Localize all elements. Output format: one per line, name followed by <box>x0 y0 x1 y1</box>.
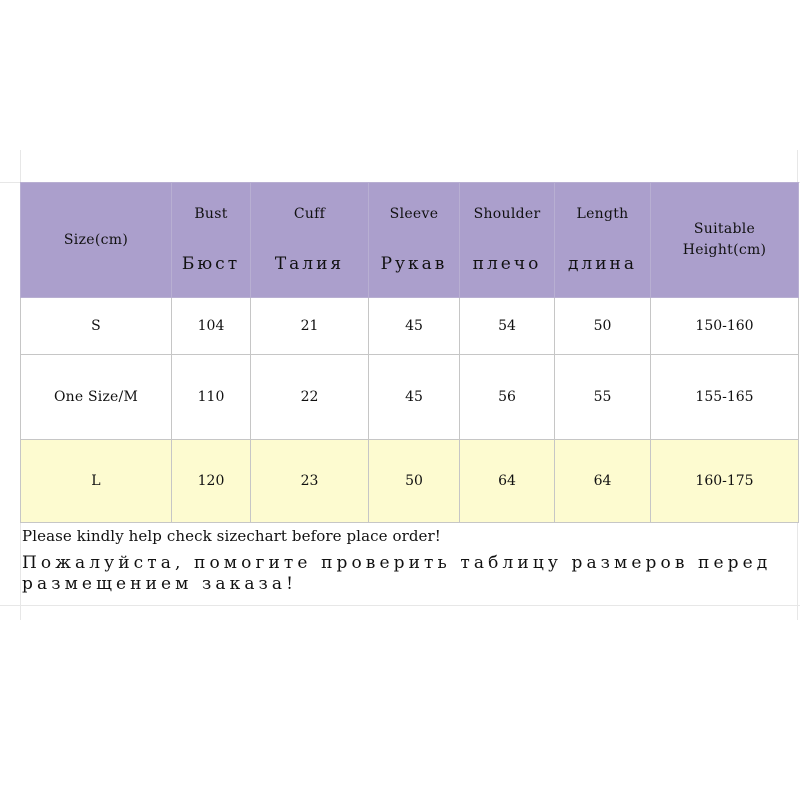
bust-cell: 104 <box>172 298 251 355</box>
sleeve-cell: 50 <box>369 440 460 523</box>
header-bust <box>172 183 251 298</box>
shoulder-cell: 64 <box>460 440 555 523</box>
header-cuff-en: Cuff <box>293 206 326 222</box>
table-row <box>21 298 799 355</box>
height-cell: 160-175 <box>651 440 799 523</box>
header-bust-en: Bust <box>194 206 228 222</box>
header-sleeve <box>369 183 460 298</box>
row-size-cell: L <box>21 440 172 523</box>
cuff-cell: 21 <box>251 298 369 355</box>
header-shoulder-ru: плечо <box>472 254 542 274</box>
size-chart-table <box>20 182 799 523</box>
table-row <box>21 355 799 440</box>
header-length <box>555 183 651 298</box>
header-size-label: Size(cm) <box>63 231 129 248</box>
header-shoulder-en: Shoulder <box>473 206 541 222</box>
shoulder-cell: 54 <box>460 298 555 355</box>
length-cell: 55 <box>555 355 651 440</box>
header-cuff <box>251 183 369 298</box>
note-english: Please kindly help check sizechart before place order! <box>22 527 441 545</box>
header-height <box>651 183 799 298</box>
sleeve-cell: 45 <box>369 355 460 440</box>
height-cell: 155-165 <box>651 355 799 440</box>
table-header-row <box>21 183 799 298</box>
cuff-cell: 23 <box>251 440 369 523</box>
table-row <box>21 440 799 523</box>
note-russian: Пожалуйста, помогите проверить таблицу размеров перед размещением заказа! <box>22 553 772 594</box>
header-size <box>21 183 172 298</box>
row-size-cell: One Size/M <box>21 355 172 440</box>
header-sleeve-en: Sleeve <box>389 206 439 222</box>
header-height-line1: Suitable <box>693 221 756 237</box>
row-size-cell: S <box>21 298 172 355</box>
length-cell: 50 <box>555 298 651 355</box>
cuff-cell: 22 <box>251 355 369 440</box>
guide-line <box>0 605 800 606</box>
header-length-ru: длина <box>567 254 638 274</box>
length-cell: 64 <box>555 440 651 523</box>
bust-cell: 110 <box>172 355 251 440</box>
header-sleeve-ru: Рукав <box>380 254 448 274</box>
sleeve-cell: 45 <box>369 298 460 355</box>
header-shoulder <box>460 183 555 298</box>
bust-cell: 120 <box>172 440 251 523</box>
header-cuff-ru: Талия <box>274 254 345 274</box>
header-height-line2: Height(cm) <box>682 242 767 258</box>
header-bust-ru: Бюст <box>181 254 241 274</box>
height-cell: 150-160 <box>651 298 799 355</box>
shoulder-cell: 56 <box>460 355 555 440</box>
header-length-en: Length <box>576 206 629 222</box>
